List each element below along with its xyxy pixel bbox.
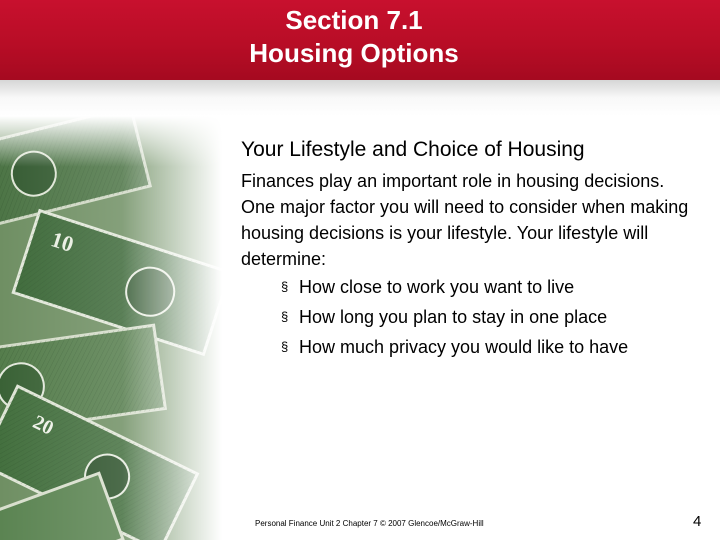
page-number: 4 bbox=[693, 513, 702, 530]
list-item bbox=[281, 332, 691, 362]
bullet-text: How long you plan to stay in one place bbox=[299, 307, 608, 327]
bullet-text: How close to work you want to live bbox=[299, 277, 575, 297]
money-collage-image bbox=[0, 116, 222, 540]
list-item bbox=[281, 272, 691, 302]
banner-shadow bbox=[0, 80, 720, 116]
body-paragraph: Finances play an important role in housing decisions. bbox=[241, 171, 665, 191]
body-paragraph: One major factor you will need to consider when making housing decisions is your lifestyle. Your lifestyle will determine: bbox=[241, 197, 689, 269]
slide-footer: Personal Finance Unit 2 Chapter 7 © 2007 Glencoe/McGraw-Hill bbox=[255, 519, 484, 528]
bullet-list bbox=[241, 272, 691, 362]
bullet-icon: § bbox=[281, 309, 289, 324]
slide-title-line1: Section 7.1 bbox=[285, 5, 423, 35]
list-item bbox=[281, 302, 691, 332]
section-heading: Your Lifestyle and Choice of Housing bbox=[241, 138, 585, 161]
slide-body bbox=[241, 136, 691, 362]
bullet-text: How much privacy you would like to have bbox=[299, 337, 629, 357]
bullet-icon: § bbox=[281, 279, 289, 294]
slide-title-line2: Housing Options bbox=[249, 38, 459, 68]
bullet-icon: § bbox=[281, 339, 289, 354]
